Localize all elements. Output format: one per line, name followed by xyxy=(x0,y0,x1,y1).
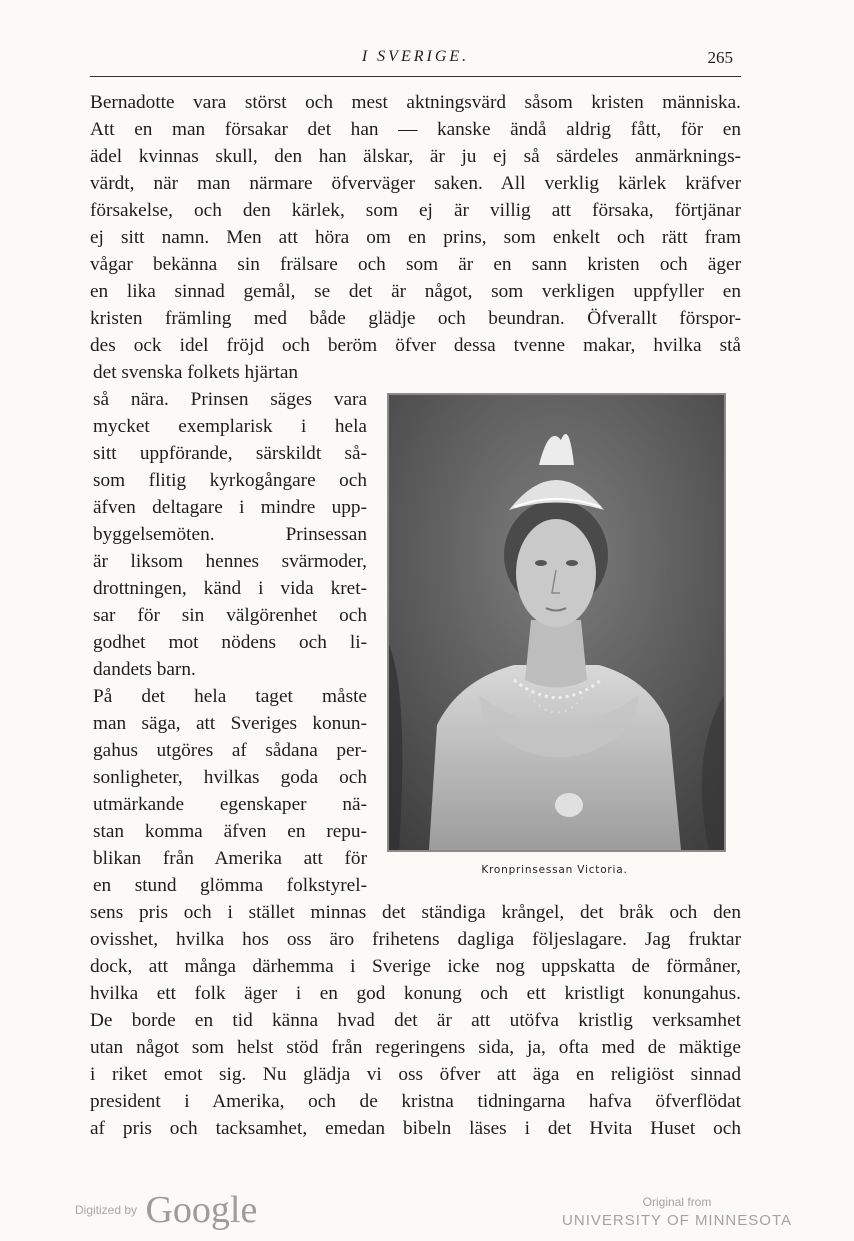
text-line: vågar bekänna sin frälsare och som är en sann kristen och äger xyxy=(90,254,741,275)
text-line: är liksom hennes svärmoder, xyxy=(93,551,367,572)
text-line: en stund glömma folkstyrel- xyxy=(93,875,367,896)
portrait-illustration xyxy=(389,395,724,850)
digitized-by-watermark xyxy=(75,1188,257,1232)
text-line: en lika sinnad gemål, se det är något, som verkligen uppfyller en xyxy=(90,281,741,302)
text-line: värdt, när man närmare öfverväger saken. All verklig kärlek kräfver xyxy=(90,173,741,194)
text-line: ovisshet, hvilka hos oss äro frihetens dagliga följeslagare. Jag fruktar xyxy=(90,929,741,950)
text-line: man säga, att Sveriges konun- xyxy=(93,713,367,734)
text-line: Att en man försakar det han — kanske ändå aldrig fått, för en xyxy=(90,119,741,140)
running-title: I SVERIGE. xyxy=(361,48,470,65)
text-line: som flitig kyrkogångare och xyxy=(93,470,367,491)
text-line: dock, att många därhemma i Sverige icke nog uppskatta de förmåner, xyxy=(90,956,741,977)
text-line: stan komma äfven en repu- xyxy=(93,821,367,842)
text-line: ej sitt namn. Men att höra om en prins, som enkelt och rätt fram xyxy=(90,227,741,248)
text-line: utmärkande egenskaper nä- xyxy=(93,794,367,815)
figure-caption: Kronprinsessan Victoria. xyxy=(481,864,628,876)
text-line: hvilka ett folk äger i en god konung och ett kristligt konungahus. xyxy=(90,983,741,1004)
text-line: des ock idel fröjd och beröm öfver dessa tvenne makar, hvilka stå xyxy=(90,335,741,356)
text-line: president i Amerika, och de kristna tidningarna hafva öfverflödat xyxy=(90,1091,741,1112)
text-line: äfven deltagare i mindre upp- xyxy=(93,497,367,518)
text-line: sar för sin välgörenhet och xyxy=(93,605,367,626)
text-line: På det hela taget måste xyxy=(93,686,367,707)
text-line: De borde en tid känna hvad det är att utöfva kristlig verksamhet xyxy=(90,1010,741,1031)
text-line: sitt uppförande, särskildt så- xyxy=(93,443,367,464)
original-from-label: Original from xyxy=(642,1195,712,1209)
text-line: dandets barn. xyxy=(93,659,196,680)
text-line: blikan från Amerika att för xyxy=(93,848,367,869)
university-label: UNIVERSITY OF MINNESOTA xyxy=(562,1212,792,1229)
google-logo: Google xyxy=(145,1189,258,1231)
text-line: gahus utgöres af sådana per- xyxy=(93,740,367,761)
text-line: byggelsemöten. Prinsessan xyxy=(93,524,367,545)
text-line: så nära. Prinsen säges vara xyxy=(93,389,367,410)
text-line: drottningen, känd i vida kret- xyxy=(93,578,367,599)
running-header xyxy=(90,48,741,77)
text-line: sonligheter, hvilkas goda och xyxy=(93,767,367,788)
text-line: Bernadotte vara störst och mest aktningsvärd såsom kristen människa. xyxy=(90,92,741,113)
text-line: kristen främling med både glädje och beundran. Öfverallt förspor- xyxy=(90,308,741,329)
portrait-photo xyxy=(387,393,726,852)
text-line: det svenska folkets hjärtan xyxy=(93,362,299,383)
text-line: sens pris och i stället minnas det ständiga krångel, det bråk och den xyxy=(90,902,741,923)
page-number: 265 xyxy=(707,48,733,67)
text-line: försakelse, och den kärlek, som ej är villig att försaka, förtjänar xyxy=(90,200,741,221)
text-line: i riket emot sig. Nu glädja vi oss öfver att äga en religiöst sinnad xyxy=(90,1064,741,1085)
text-line: af pris och tacksamhet, emedan bibeln läses i det Hvita Huset och xyxy=(90,1118,741,1139)
digitized-by-label: Digitized by xyxy=(75,1203,138,1217)
original-from-watermark xyxy=(562,1195,792,1229)
text-line: utan något som helst stöd från regeringens sida, ja, ofta med de mäktige xyxy=(90,1037,741,1058)
text-line: mycket exemplarisk i hela xyxy=(93,416,367,437)
text-line: ädel kvinnas skull, den han älskar, är ju ej så särdeles anmärknings- xyxy=(90,146,741,167)
text-line: godhet mot nödens och li- xyxy=(93,632,367,653)
